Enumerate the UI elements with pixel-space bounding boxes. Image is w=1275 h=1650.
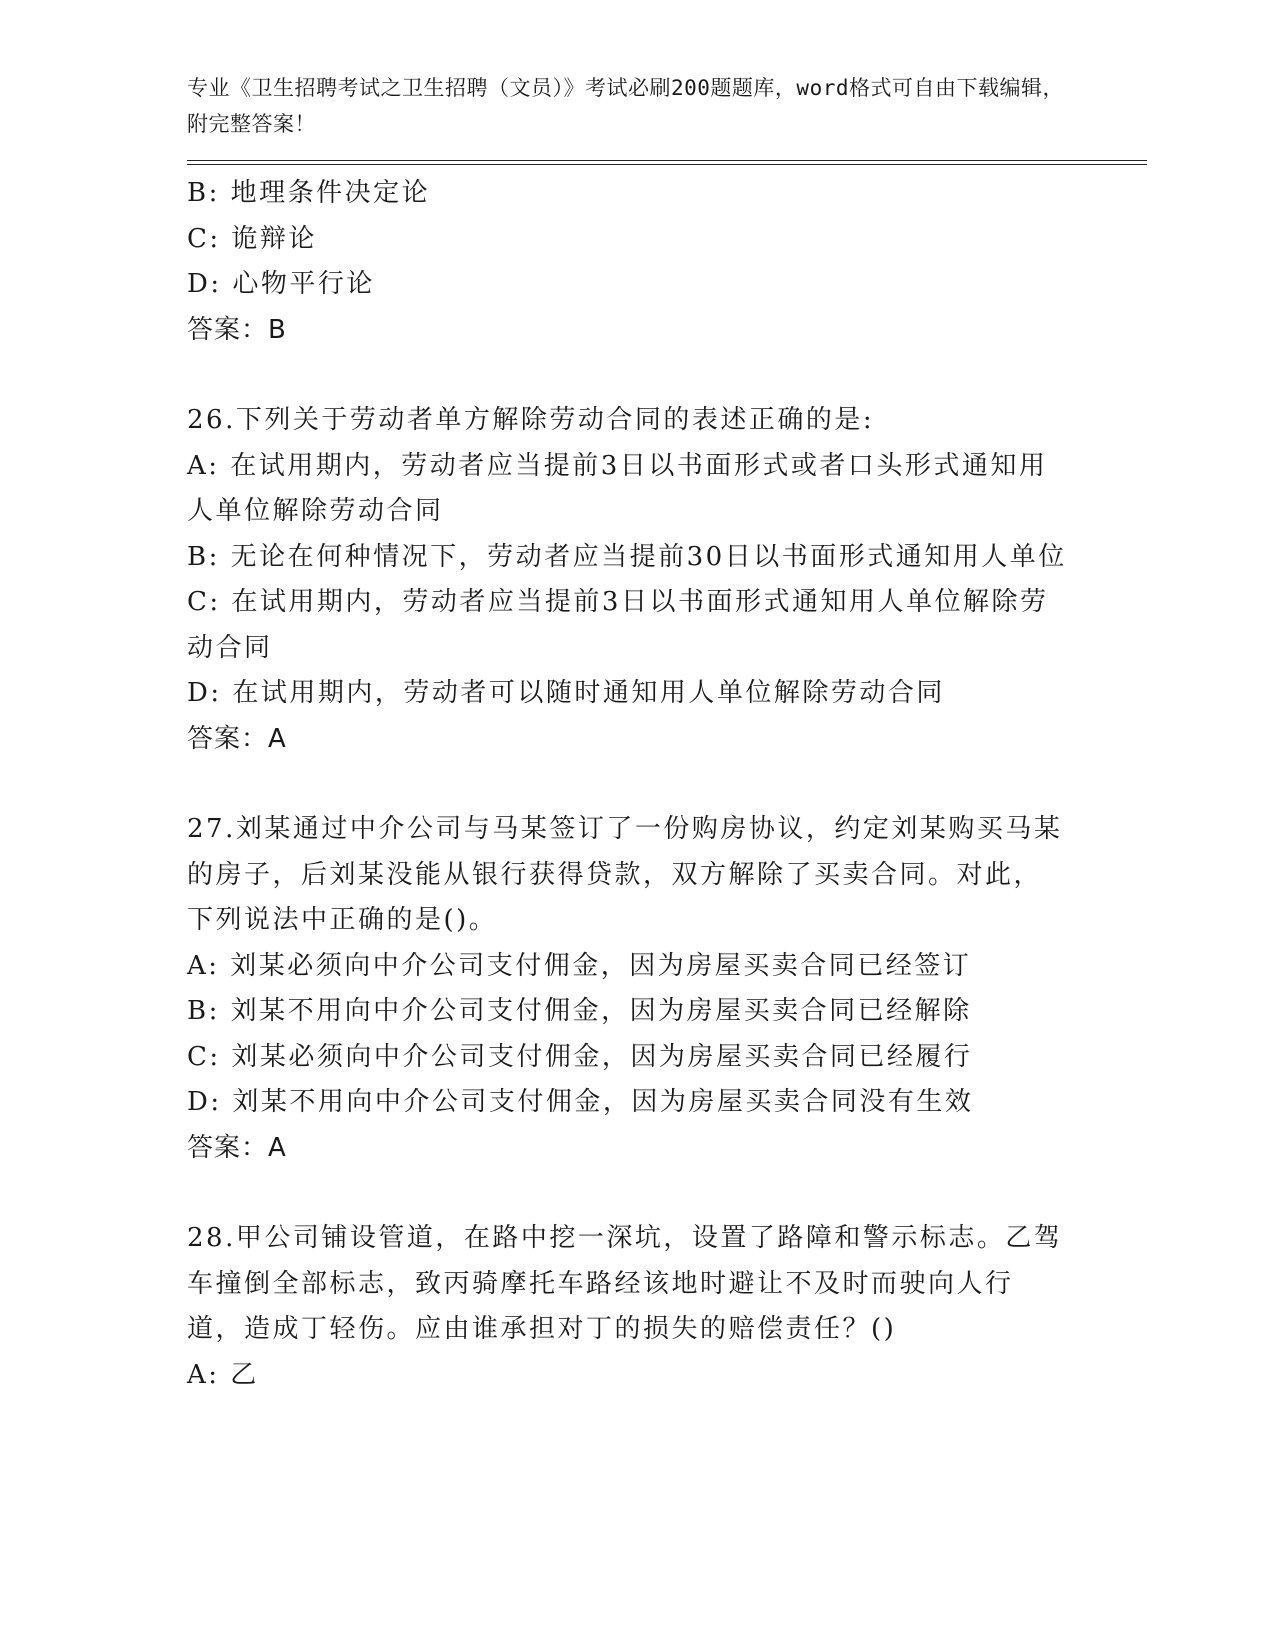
q26-option-d: D: 在试用期内，劳动者可以随时通知用人单位解除劳动合同 <box>187 678 945 708</box>
header-divider-bottom <box>187 164 1147 165</box>
q28-option-a: A: 乙 <box>187 1359 259 1390</box>
q26-answer: 答案：A <box>187 723 287 754</box>
q27-answer: 答案：A <box>187 1132 287 1163</box>
header-divider-top <box>187 160 1147 161</box>
document-page <box>187 70 1147 1398</box>
spacer <box>187 353 1067 398</box>
q27-stem: 27.刘某通过中介公司与马某签订了一份购房协议，约定刘某购买马某的房子，后刘某没能从银行获得贷款，双方解除了买卖合同。对此，下列说法中正确的是()。 <box>187 814 1063 935</box>
question-content <box>187 171 1067 1398</box>
q25-option-c: C: 诡辩论 <box>187 223 317 254</box>
q25-option-d: D: 心物平行论 <box>187 269 375 299</box>
q26-option-a: A: 在试用期内，劳动者应当提前3日以书面形式或者口头形式通知用人单位解除劳动合同 <box>187 450 1048 526</box>
q26-option-c: C: 在试用期内，劳动者应当提前3日以书面形式通知用人单位解除劳动合同 <box>187 587 1049 663</box>
q25-answer: 答案：B <box>187 314 287 345</box>
q25-option-b: B: 地理条件决定论 <box>187 178 431 208</box>
document-header-note: 专业《卫生招聘考试之卫生招聘（文员）》考试必刷200题题库，word格式可自由下载编辑，附完整答案！ <box>187 76 1064 136</box>
q27-option-b: B: 刘某不用向中介公司支付佣金，因为房屋买卖合同已经解除 <box>187 996 972 1026</box>
q27-option-d: D: 刘某不用向中介公司支付佣金，因为房屋买卖合同没有生效 <box>187 1087 974 1117</box>
q27-option-c: C: 刘某必须向中介公司支付佣金，因为房屋买卖合同已经履行 <box>187 1041 973 1072</box>
q27-option-a: A: 刘某必须向中介公司支付佣金，因为房屋买卖合同已经签订 <box>187 950 972 981</box>
q28-stem: 28.甲公司铺设管道，在路中挖一深坑，设置了路障和警示标志。乙驾车撞倒全部标志，致丙骑摩托车路经该地时避让不及时而驶向人行道，造成丁轻伤。应由谁承担对丁的损失的赔偿责任？() <box>187 1223 1063 1344</box>
spacer <box>187 762 1067 807</box>
q26-stem: 26.下列关于劳动者单方解除劳动合同的表述正确的是: <box>187 405 875 435</box>
q26-option-b: B: 无论在何种情况下，劳动者应当提前30日以书面形式通知用人单位 <box>187 541 1067 572</box>
spacer <box>187 1171 1067 1216</box>
